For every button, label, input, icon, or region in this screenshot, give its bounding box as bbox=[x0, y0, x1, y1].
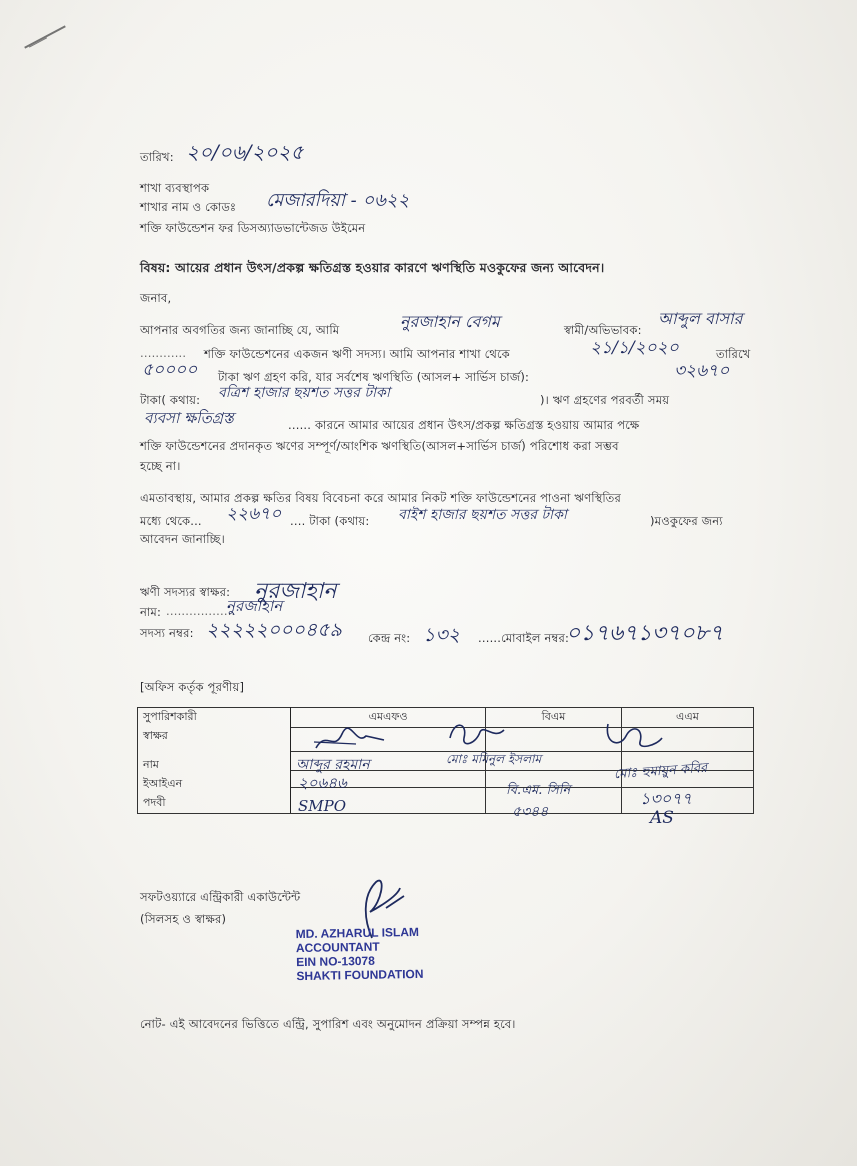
bm-ein-hand: ৫৩৪৪ bbox=[512, 804, 549, 820]
am-signature bbox=[600, 718, 670, 754]
waiver-words-hand: বাইশ হাজার ছয়শত সত্তর টাকা bbox=[398, 507, 567, 523]
para1-l4-b: )। ঋণ গ্রহণের পরবর্তী সময় bbox=[540, 393, 670, 407]
mobile-no-hand: ০১৭৬৭১৩৭০৮৭ bbox=[566, 621, 724, 646]
stamp-line: SHAKTI FOUNDATION bbox=[296, 966, 424, 984]
mfo-name-hand: আব্দুর রহমান bbox=[296, 757, 370, 773]
para1-l6: শক্তি ফাউন্ডেশনের প্রদানকৃত ঋণের সম্পূর্ণ/আংশিক ঋণস্থিতি(আসল+সার্ভিস চার্জ) পরিশোধ করা সম্ভব bbox=[140, 439, 619, 453]
am-ein-hand: ১৩০৭৭ bbox=[640, 789, 692, 808]
mfo-signature bbox=[296, 726, 396, 756]
branch-value: মেজারদিয়া - ০৬২২ bbox=[266, 190, 410, 211]
guardian-name-hand: আব্দুল বাসার bbox=[658, 309, 743, 328]
reason-hand: ব্যবসা ক্ষতিগ্রস্ত bbox=[144, 409, 234, 427]
bm-signature bbox=[446, 718, 526, 752]
member-name-label: নাম: bbox=[140, 605, 162, 619]
para2-l2-a: মধ্যে থেকে... bbox=[140, 514, 202, 528]
header-cell: এএম bbox=[621, 708, 753, 728]
member-signature-label: ঋণী সদস্যর স্বাক্ষর: bbox=[140, 585, 231, 599]
waiver-amount-hand: ২২৬৭০ bbox=[226, 504, 282, 524]
mfo-designation-hand: SMPO bbox=[298, 797, 347, 815]
mobile-label: ......মোবাইল নম্বর: bbox=[478, 631, 570, 645]
date-value: ২০/০৬/২০২৫ bbox=[186, 140, 304, 164]
header-cell: বিএম bbox=[486, 708, 622, 728]
para1-l1-a: আপনার অবগতির জন্য জানাচ্ছি যে, আমি bbox=[140, 323, 340, 337]
am-designation-hand: AS bbox=[650, 808, 674, 828]
para2-l3: আবেদন জানাচ্ছি। bbox=[140, 532, 225, 546]
bm-designation-hand: বি.এম. সিনি bbox=[506, 783, 571, 798]
member-no-hand: ২২২২২০০০৪৫৯ bbox=[206, 619, 342, 641]
office-use-label: [অফিস কর্তৃক পূরণীয়] bbox=[140, 680, 245, 694]
para1-l7: হচ্ছে না। bbox=[140, 459, 181, 473]
member-no-label: সদস্য নম্বর: bbox=[140, 626, 194, 640]
stamp-line: MD. AZHARUL ISLAM bbox=[295, 924, 420, 942]
loan-amount-hand: ৫০০০০ bbox=[142, 360, 198, 380]
addressee-title: শাখা ব্যবস্থাপক bbox=[140, 181, 210, 195]
subject-line: বিষয়: আয়ের প্রধান উৎস/প্রকল্প ক্ষতিগ্রস্ত হওয়ার কারণে ঋণস্থিতি মওকুফের জন্য আবেদন। bbox=[140, 260, 605, 275]
header-cell: এমএফও bbox=[291, 708, 486, 728]
foundation-name: শক্তি ফাউন্ডেশন ফর ডিসঅ্যাডভান্টেজড উইমেন bbox=[140, 221, 366, 235]
accountant-stamp bbox=[296, 925, 424, 983]
member-name-dots: .................. bbox=[166, 604, 236, 618]
bm-name-hand: মোঃ মমিনুল ইসলাম bbox=[446, 752, 542, 766]
row-label: স্বাক্ষর bbox=[143, 729, 168, 742]
center-label: কেন্দ্র নং: bbox=[368, 631, 411, 645]
para2-l2-c: )মওকুফের জন্য bbox=[650, 514, 723, 528]
para1-l4-a: টাকা( কথায়: bbox=[140, 393, 201, 407]
para2-l2-b: .... টাকা (কথায়: bbox=[290, 514, 370, 528]
center-no-hand: ১৩২ bbox=[423, 624, 461, 646]
member-name-hand: নুরজাহান বেগম bbox=[400, 312, 500, 331]
para1-l1-b: স্বামী/অভিভাবক: bbox=[564, 323, 642, 337]
balance-hand: ৩২৬৭০ bbox=[674, 361, 730, 381]
mfo-ein-hand: ২০৬৪৬ bbox=[298, 774, 347, 792]
accountant-label: সফটওয়্যারে এন্ট্রিকারী একাউন্টেন্ট bbox=[140, 890, 301, 904]
row-label: ইআইএন bbox=[143, 777, 183, 790]
para1-l2-dots: ............ bbox=[140, 346, 187, 360]
row-label: সুপারিশকারী bbox=[143, 710, 197, 723]
stamp-line: ACCOUNTANT bbox=[295, 939, 380, 956]
member-signature-hand: নুরজাহান bbox=[254, 579, 337, 604]
para1-l3-a: টাকা ঋণ গ্রহণ করি, যার সর্বশেষ ঋণস্থিতি (আসল+ সার্ভিস চার্জ): bbox=[218, 370, 530, 384]
member-name-value-hand: নুরজাহান bbox=[226, 597, 283, 615]
salutation: জনাব, bbox=[140, 291, 172, 305]
para1-l2-b: তারিখে bbox=[716, 347, 751, 361]
branch-label: শাখার নাম ও কোডঃ bbox=[140, 200, 237, 214]
para2-l1: এমতাবস্থায়, আমার প্রকল্প ক্ষতির বিষয় বিবেচনা করে আমার নিকট শক্তি ফাউন্ডেশনের পাওনা ঋণস্থিতির bbox=[140, 491, 622, 505]
row-label: পদবী bbox=[143, 796, 166, 809]
row-label: নাম bbox=[143, 758, 159, 771]
balance-words-hand: বত্রিশ হাজার ছয়শত সত্তর টাকা bbox=[218, 385, 390, 401]
row-labels-cell bbox=[138, 708, 291, 814]
para1-l2-a: শক্তি ফাউন্ডেশনের একজন ঋণী সদস্য। আমি আপনার শাখা থেকে bbox=[204, 347, 510, 361]
para1-l5-a: ...... কারনে আমার আয়ের প্রধান উৎস/প্রকল্প ক্ষতিগ্রস্ত হওয়ায় আমার পক্ষে bbox=[288, 418, 640, 432]
stamp-line: EIN NO-13078 bbox=[296, 953, 375, 970]
loan-date-hand: ২১/১/২০২০ bbox=[590, 338, 679, 358]
footer-note: নোট- এই আবেদনের ভিত্তিতে এন্ট্রি, সুপারিশ এবং অনুমোদন প্রক্রিয়া সম্পন্ন হবে। bbox=[140, 1017, 516, 1031]
accountant-seal-label: (সিলসহ ও স্বাক্ষর) bbox=[140, 912, 227, 926]
am-name-hand: মোঃ হুমায়ুন কবির bbox=[613, 760, 708, 783]
date-label: তারিখ: bbox=[140, 150, 174, 164]
